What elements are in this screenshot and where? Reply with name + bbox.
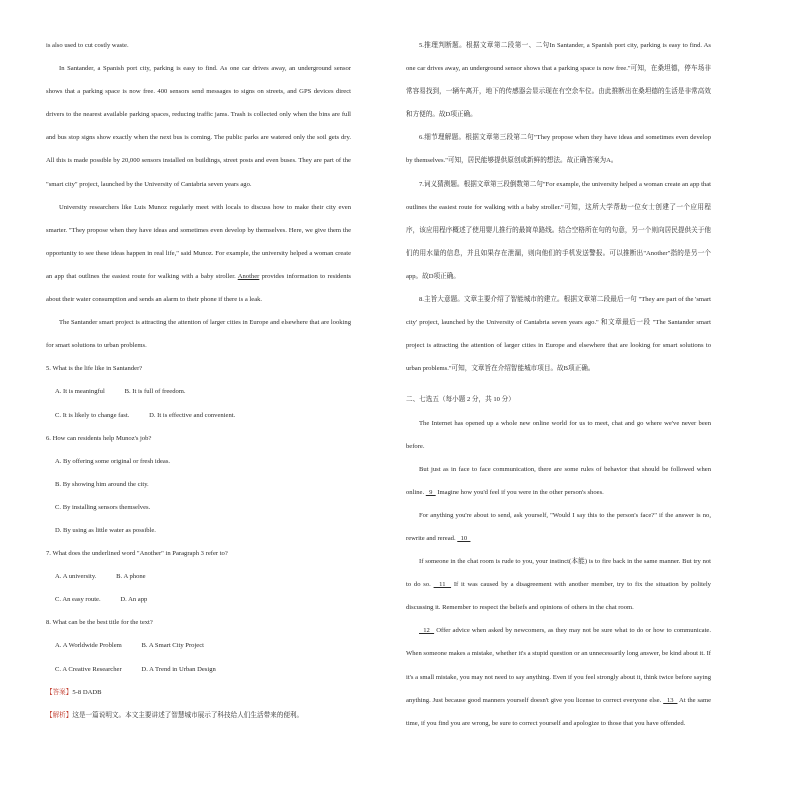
answer-line bbox=[46, 681, 351, 704]
cloze-paragraph-5 bbox=[406, 619, 711, 734]
cloze-paragraph-3 bbox=[406, 504, 711, 550]
question-options-row: C. An easy route. D. An app bbox=[55, 596, 148, 604]
cloze-text: Imagine how you'd feel if you were in the other person's shoes. bbox=[437, 488, 604, 496]
cloze-text: At the same time, if you find you are wrong, be sure to correct yourself and apologize to those that you have offended. bbox=[406, 696, 712, 727]
section-title: 二、七选五（每小题 2 分，共 10 分） bbox=[406, 396, 515, 404]
question-stem: 8. What can be the best title for the text? bbox=[46, 619, 153, 627]
answer-text: 5-8 DADB bbox=[72, 688, 102, 696]
blank-12: 12 bbox=[419, 627, 435, 635]
question-6 bbox=[46, 427, 351, 542]
cloze-paragraph-1: The Internet has opened up a whole new online world for us to meet, chat and go where we've never been before. bbox=[406, 419, 711, 450]
explanation-8: 8.主旨大意题。文章主要介绍了智能城市的建立。根据文章第二段最后一句 "They are part of the 'smart city' project, launched by the University of Cantabria seven years ago." 和文章最后一段 "The Santander smart project is attracting the attention of larger cities in Europe and elsewhere that are looking for smart solutions to urban problems."可知，文章旨在介绍智能城市项目。故B项正确。 bbox=[406, 296, 711, 373]
question-stem: 7. What does the underlined word "Another" in Paragraph 3 refer to? bbox=[46, 550, 228, 558]
cloze-text: If someone in the chat room is rude to you, your instinct(本能) is to fire back in the same manner. But try not to do so. bbox=[406, 558, 711, 589]
cloze-text: For anything you're about to send, ask yourself, "Would I say this to the person's face?" if the answer is no, rewrite and reread. bbox=[406, 511, 711, 542]
cloze-text: But just as in face to face communication, there are some rules of behavior that should be followed when online. bbox=[406, 465, 711, 496]
answer-tag: 【答案】 bbox=[46, 688, 73, 696]
question-option: D. By using as little water as possible. bbox=[55, 526, 156, 534]
analysis-tag: 【解析】 bbox=[46, 711, 73, 719]
question-option: A. By offering some original or fresh ideas. bbox=[55, 457, 171, 465]
question-stem: 6. How can residents help Munoz's job? bbox=[46, 434, 152, 442]
underlined-word-another: Another bbox=[237, 272, 260, 280]
question-option: C. By installing sensors themselves. bbox=[55, 503, 151, 511]
question-options-row: C. A Creative Researcher D. A Trend in Urban Design bbox=[55, 665, 216, 673]
cloze-text: Offer advice when asked by newcomers, as they may not be sure what to do or how to communicate. When someone makes a mistake, whether it's a stupid question or an unnecessarily long answer, be kind about it. If it's a small mistake, you may not need to say anything. Even if you feel strongly about it, think twice before saying anything. Just because good manners yourself doesn't give you license to correct everyone else. bbox=[406, 627, 711, 704]
question-options-row: C. It is likely to change fast. D. It is effective and convenient. bbox=[55, 411, 236, 419]
blank-10: 10 bbox=[457, 534, 471, 542]
blank-9: 9 bbox=[425, 488, 436, 496]
question-options-row: A. It is meaningful B. It is full of freedom. bbox=[55, 388, 186, 396]
explanation-6: 6.细节理解题。根据文章第三段第二句"They propose when they have ideas and sometimes even develop by themselves."可知，居民能够提供原创或新鲜的想法。故正确答案为A。 bbox=[406, 134, 711, 165]
question-stem: 5. What is the life like in Santander? bbox=[46, 365, 143, 373]
left-column bbox=[46, 34, 351, 727]
question-options-row: A. A Worldwide Problem B. A Smart City Project bbox=[55, 642, 204, 650]
question-7 bbox=[46, 542, 351, 611]
paragraph-3-text-b: provides information to residents about their water consumption and sends an alarm to their phone if there is a leak. bbox=[46, 272, 351, 304]
cloze-text: If it was caused by a disagreement with another member, try to fix the situation by politely discussing it. Remember to respect the beliefs and opinions of others in the chat room. bbox=[406, 581, 711, 612]
question-5 bbox=[46, 357, 351, 426]
question-8 bbox=[46, 611, 351, 680]
cloze-paragraph-4 bbox=[406, 550, 711, 619]
analysis-text: 这是一篇说明文。本文主要讲述了智慧城市展示了科技给人们生活带来的便利。 bbox=[72, 711, 304, 719]
paragraph-3-text-a: University researchers like Luis Munoz regularly meet with locals to discuss how to make their city even smarter. "They propose when they have ideas and sometimes even develop by themselves. Here, we give them the opportunity to see these ideas happen in real life," said Munoz. For example, the university helped a woman create an app that outlines the easiest route for walking with a baby stroller. bbox=[46, 203, 351, 280]
cloze-paragraph-2 bbox=[406, 458, 711, 504]
analysis-line bbox=[46, 704, 351, 727]
passage-paragraph-4: The Santander smart project is attracting the attention of larger cities in Europe and elsewhere that are looking for smart solutions to urban problems. bbox=[46, 319, 351, 350]
explanation-5: 5.推理判断题。根据文章第二段第一、二句In Santander, a Spanish port city, parking is easy to find. As one car drives away, an underground sensor shows that a parking space is now free."可知，在桑坦德，停车场非常容易找到，一辆车离开，地下的传感器会显示现在有空余车位。由此推断出在桑坦德的生活是非常高效和方便的。故D项正确。 bbox=[406, 42, 711, 119]
question-options-row: A. A university. B. A phone bbox=[55, 573, 146, 581]
blank-11: 11 bbox=[433, 581, 452, 589]
passage-paragraph-2: In Santander, a Spanish port city, parking is easy to find. As one car drives away, an underground sensor shows that a parking space is now free. 400 sensors send messages to signs on streets, and GPS devices direct drivers to the nearest available parking spaces, reducing traffic jams. Trash is collected only when the bins are full and bus stop signs show exactly when the next bus is coming. The public parks are watered only the soil gets dry. All this is made possible by 20,000 sensors installed on buildings, street posts and even buses. They are part of the "smart city" project, launched by the University of Cantabria seven years ago. bbox=[46, 65, 351, 188]
right-column bbox=[406, 34, 711, 735]
passage-paragraph-3 bbox=[46, 196, 351, 311]
question-option: B. By showing him around the city. bbox=[55, 480, 149, 488]
blank-13: 13 bbox=[663, 696, 678, 704]
explanation-7: 7.词义猜测题。根据文章第三段倒数第二句"For example, the university helped a woman create an app that outlines the easiest route for walking with a baby stroller."可知，这所大学帮助一位女士创建了一个应用程序，该应用程序概述了使用婴儿推行的最简单路线。结合空格所在句的句意，另一个则向居民提供关于他们的用水量的信息，并且如果存在泄漏，则向他们的手机发送警报。可以推断出"Another"指的是另一个app。故D项正确。 bbox=[406, 180, 711, 280]
passage-paragraph-end: is also used to cut costly waste. bbox=[46, 42, 129, 49]
